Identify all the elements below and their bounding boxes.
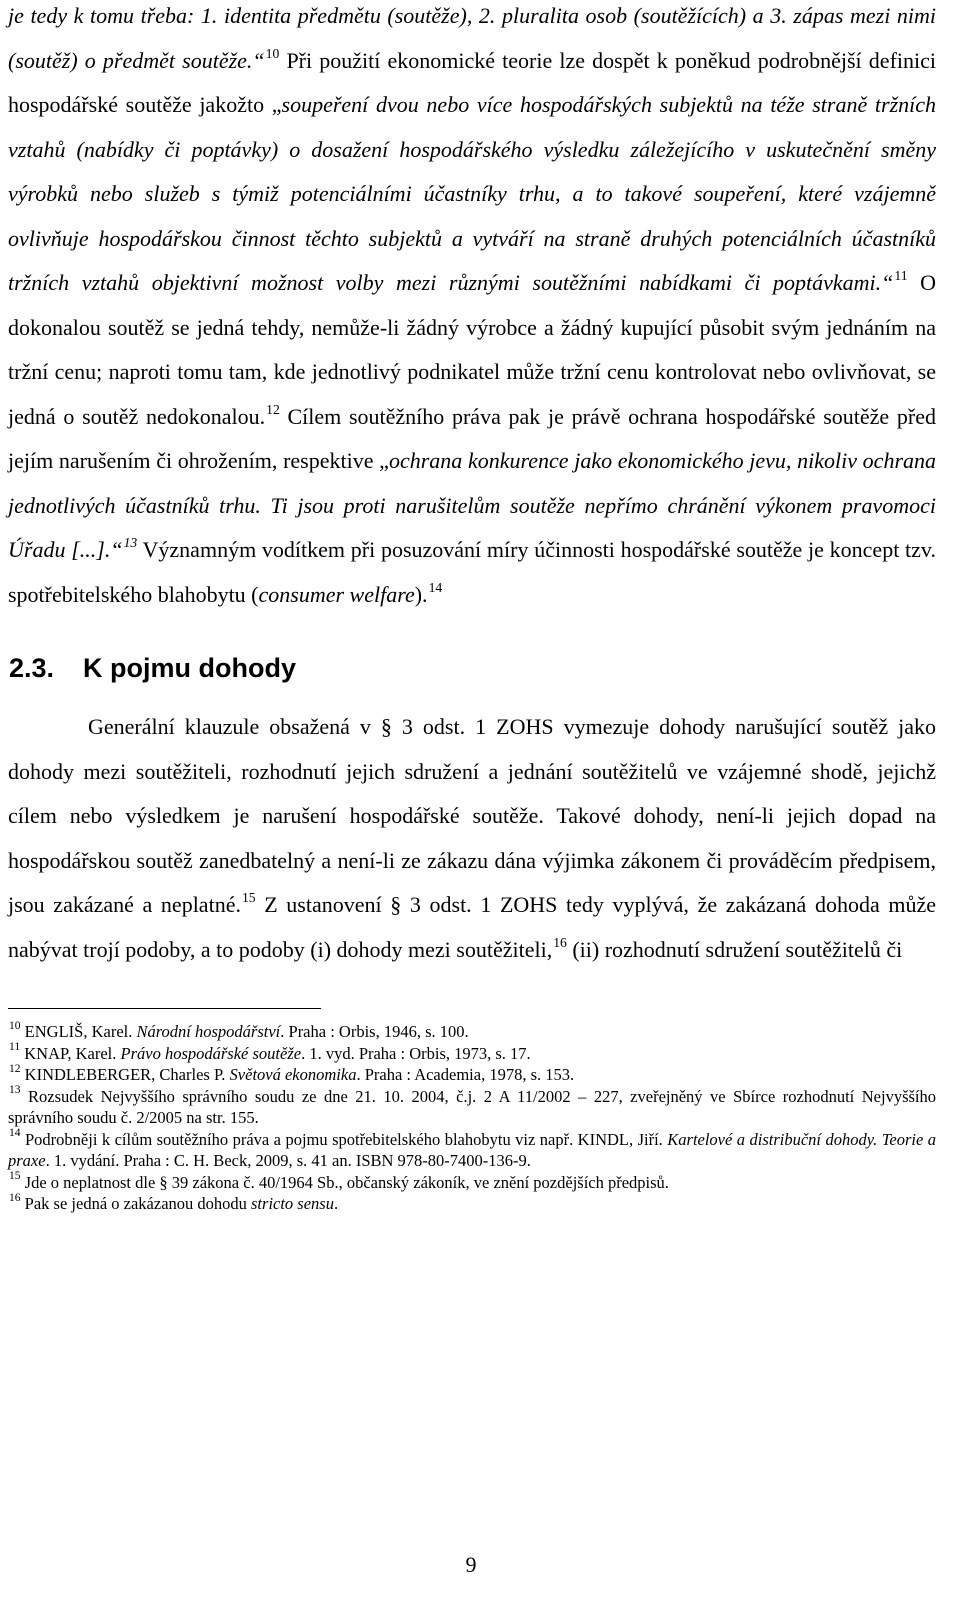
footnote bbox=[8, 1172, 936, 1194]
footnote-text: Podrobněji k cílům soutěžního práva a pojmu spotřebitelského blahobytu viz např. KINDL, Jiří. bbox=[20, 1129, 668, 1149]
footnote-title: stricto sensu bbox=[251, 1194, 334, 1213]
footnote-text: KINDLEBERGER, Charles P. bbox=[20, 1065, 230, 1084]
footnote-text: . 1. vyd. Praha : Orbis, 1973, s. 17. bbox=[301, 1043, 531, 1063]
footnote bbox=[8, 1021, 936, 1043]
footnote-text: KNAP, Karel. bbox=[20, 1043, 121, 1063]
footnote bbox=[8, 1129, 936, 1172]
footnote-text: ENGLIŠ, Karel. bbox=[20, 1022, 137, 1041]
footnote-number: 10 bbox=[9, 1019, 21, 1032]
footnote-number: 14 bbox=[9, 1127, 21, 1140]
footnote-ref-13[interactable]: 13 bbox=[123, 535, 138, 551]
page-number: 9 bbox=[465, 1552, 477, 1577]
footnote bbox=[8, 1064, 936, 1086]
body-text: Cílem soutěžního práva pak je právě ochrana hospodářské soutěže před jejím narušením či ohrožením, respektive „ bbox=[8, 403, 936, 473]
footnote-text: . Praha : Academia, 1978, s. 153. bbox=[356, 1065, 575, 1084]
footnote bbox=[8, 1086, 936, 1129]
paragraph-competition-definition bbox=[8, 0, 936, 617]
footnote-text: . bbox=[333, 1194, 339, 1213]
body-text: O dokonalou soutěž se jedná tehdy, nemůže-li žádný výrobce a žádný kupující působit svým jednáním na tržní cenu; naproti tomu tam, kde jednotlivý podnikatel může tržní cenu kontrolovat nebo ovlivňovat, se jedná o soutěž nedokonalou. bbox=[8, 270, 937, 429]
quote-text: soupeření dvou nebo více hospodářských subjektů na téže straně tržních vztahů (nabídky či poptávky) o dosažení hospodářského výsledku záležejícího v uskutečnění směny výrobků nebo služeb s týmiž potenciálními účastníky trhu, a to takové soupeření, které vzájemně ovlivňuje hospodářskou činnost těchto subjektů a vytváří na straně druhých potenciálních účastníků tržních vztahů objektivní možnost volby mezi různými soutěžními nabídkami či poptávkami.“ bbox=[8, 92, 937, 295]
body-text: Z ustanovení § 3 odst. 1 ZOHS tedy vyplývá, že zakázaná dohoda může nabývat trojí podoby, a to podoby (i) dohody mezi soutěžiteli, bbox=[8, 892, 936, 962]
footnote-ref-10[interactable]: 10 bbox=[265, 45, 280, 61]
footnote bbox=[8, 1193, 936, 1215]
footnote-text: Rozsudek Nejvyššího správního soudu ze dne 21. 10. 2004, č.j. 2 A 11/2002 – 227, zveřejněný ve Sbírce rozhodnutí Nejvyššího správního soudu č. 2/2005 na str. 155. bbox=[8, 1086, 936, 1127]
quote-text: ochrana konkurence jako ekonomického jevu, nikoliv ochrana jednotlivých účastníků trhu. Ti jsou proti narušitelům soutěže nepřímo chránění výkonem pravomoci Úřadu [...].“ bbox=[8, 448, 936, 562]
footnote-separator bbox=[8, 1008, 321, 1009]
body-text: (ii) rozhodnutí sdružení soutěžitelů či bbox=[566, 936, 903, 962]
footnote-number: 15 bbox=[9, 1170, 21, 1183]
footnote-number: 16 bbox=[9, 1191, 21, 1204]
body-text: Při použití ekonomické teorie lze dospět k poněkud podrobnější definici hospodářské soutěže jakožto „ bbox=[8, 47, 936, 117]
footnote-number: 13 bbox=[9, 1084, 21, 1097]
body-text: Významným vodítkem při posuzování míry účinnosti hospodářské soutěže je koncept tzv. spotřebitelského blahobytu ( bbox=[8, 537, 936, 607]
footnote-ref-12[interactable]: 12 bbox=[266, 401, 280, 417]
footnote-ref-11[interactable]: 11 bbox=[894, 268, 908, 284]
footnote-ref-15[interactable]: 15 bbox=[241, 890, 256, 906]
body-text: Generální klauzule obsažená v § 3 odst. 1 ZOHS vymezuje dohody narušující soutěž jako dohody mezi soutěžiteli, rozhodnutí jejich sdružení a jednání soutěžitelů ve vzájemné shodě, jejichž cílem nebo výsledkem je narušení hospodářské soutěže. Takové dohody, není-li jejich dopad na hospodářskou soutěž zanedbatelný a není-li ze zákazu dána výjimka zákonem či prováděcím předpisem, jsou zakázané a neplatné. bbox=[8, 714, 936, 917]
footnote-text: Jde o neplatnost dle § 39 zákona č. 40/1964 Sb., občanský zákoník, ve znění pozdějších předpisů. bbox=[20, 1172, 669, 1192]
footnote-text: Pak se jedná o zakázanou dohodu bbox=[20, 1194, 252, 1213]
footnote-ref-14[interactable]: 14 bbox=[428, 579, 443, 595]
footnote-title: Kartelové a distribuční dohody. Teorie a praxe bbox=[8, 1129, 936, 1170]
footnotes bbox=[8, 1021, 936, 1215]
footnote-number: 11 bbox=[9, 1041, 21, 1054]
section-number: 2.3. bbox=[9, 653, 55, 683]
term-text: consumer welfare bbox=[258, 581, 415, 607]
footnote-text: . 1. vydání. Praha : C. H. Beck, 2009, s. 41 an. ISBN 978-80-7400-136-9. bbox=[45, 1151, 531, 1170]
section-heading bbox=[8, 651, 936, 685]
body-text: ). bbox=[414, 581, 428, 607]
footnote-title: Právo hospodářské soutěže bbox=[120, 1043, 302, 1063]
section-title: K pojmu dohody bbox=[83, 653, 296, 683]
footnote-title: Světová ekonomika bbox=[229, 1065, 357, 1084]
quote-text: je tedy k tomu třeba: 1. identita předmětu (soutěže), 2. pluralita osob (soutěžících) a 3. zápas mezi nimi (soutěž) o předmět soutěže.“ bbox=[8, 3, 936, 73]
footnote-title: Národní hospodářství bbox=[136, 1022, 281, 1041]
document-page bbox=[8, 0, 936, 1215]
footnote-number: 12 bbox=[9, 1062, 21, 1075]
footnote bbox=[8, 1043, 936, 1065]
footnote-text: . Praha : Orbis, 1946, s. 100. bbox=[280, 1022, 469, 1041]
footnote-ref-16[interactable]: 16 bbox=[553, 934, 567, 950]
paragraph-agreements bbox=[8, 705, 936, 972]
